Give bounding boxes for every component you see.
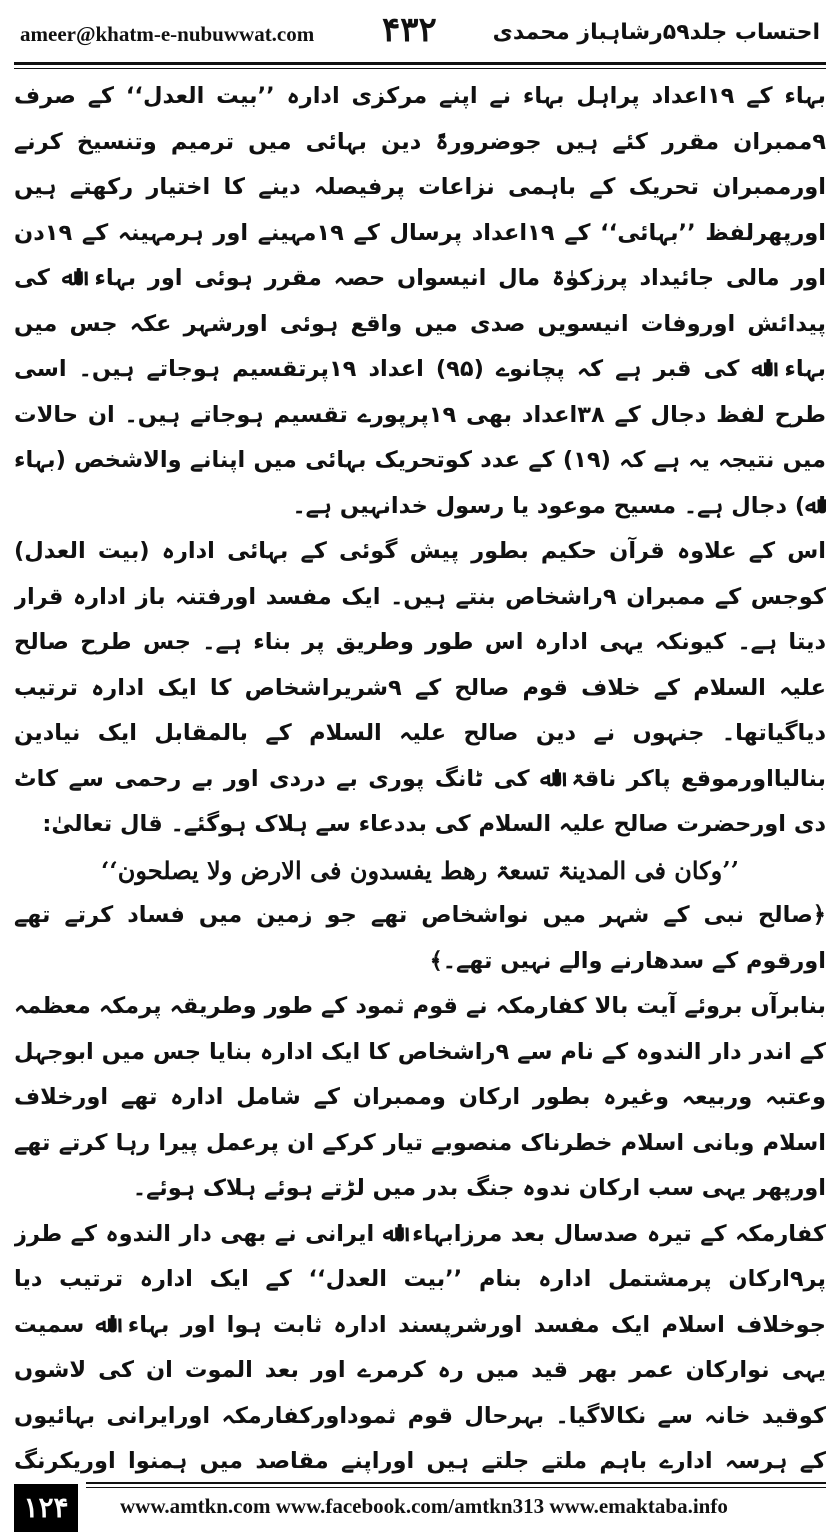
footer-folio-number: ۱۲۴ [14, 1484, 78, 1532]
header-email: ameer@khatm-e-nubuwwat.com [20, 22, 315, 46]
header-page-number: ۴۳۲ [382, 10, 437, 50]
body-text [14, 74, 826, 1474]
paragraph-2: اس کے علاوہ قرآن حکیم بطور پیش گوئی کے بہائی ادارہ (بیت العدل) کوجس کے ممبران ۹راشخاص بنتے ہیں۔ ایک مفسد اورفتنہ باز ادارہ قرار دیتا ہے۔ کیونکہ یہی ادارہ اس طور وطریق پر بناء ہے۔ جس طرح صالح علیہ السلام کے خلاف قوم صالح کے ۹شریراشخاص کا ایک ادارہ ترتیب دیاگیاتھا۔ جنہوں نے دین صالح علیہ السلام کے بالمقابل ایک نیادین بنالیااورموقع پاکر ناقۃ اﷲ کی ٹانگ پوری بے دردی اور بے رحمی سے کاٹ دی اورحضرت صالح علیہ السلام کی بددعاء سے ہلاک ہوگئے۔ قال تعالیٰ: [14, 538, 826, 837]
paragraph-4: کفارمکہ کے تیرہ صدسال بعد مرزابہاء اﷲ ایرانی نے بھی دار الندوہ کے طرز پر۹ارکان پرمشتمل ادارہ بنام ’’بیت العدل‘‘ کے ایک ادارہ ترتیب دیا جوخلاف اسلام ایک مفسد اورشرپسند ادارہ ثابت ہوا اور بہاء اﷲ سمیت یہی نوارکان عمر بھر قید میں رہ کرمرے اور بعد الموت ان کی لاشوں کوقید خانہ سے نکالاگیا۔ بہرحال قوم ثموداورکفارمکہ اورایرانی بہائیوں کے ہرسہ ادارے باہم ملتے جلتے ہیں اوراپنے مقاصد میں ہمنوا اوریکرنگ [14, 1220, 826, 1474]
header-divider-thin [14, 68, 826, 69]
quranic-verse: ’’وکان فی المدینۃ تسعۃ رھط یفسدون فی الارض ولا یصلحون‘‘ [101, 855, 739, 885]
header-book-title: احتساب جلد۵۹رشاہباز محمدی [492, 20, 820, 45]
footer-website-links: www.amtkn.com www.facebook.com/amtkn313 www.emaktaba.info [120, 1494, 728, 1518]
footer-divider [86, 1482, 826, 1484]
page-footer [0, 1482, 840, 1540]
paragraph-3: بنابرآں بروئے آیت بالا کفارمکہ نے قوم ثمود کے طور وطریقہ پرمکہ معظمہ کے اندر دار الندوہ کے نام سے ۹راشخاص کا ایک ادارہ بنایا جس میں ابوجہل وعتبہ وربیعہ وغیرہ بطور ارکان وممبران کے شامل ادارہ تھے اورخلاف اسلام وبانی اسلام خطرناک منصوبے تیار کرکے ان پرعمل پیرا رہا کرتے تھے اورپھر یہی سب ارکان ندوہ جنگ بدر میں لڑتے ہوئے ہلاک ہوئے۔ [14, 993, 826, 1201]
footer-divider-thin [86, 1487, 826, 1488]
page-header [14, 8, 826, 60]
verse-translation: ﴿صالح نبی کے شہر میں نواشخاص تھے جو زمین میں فساد کرتے تھے اورقوم کے سدھارنے والے نہیں تھے۔﴾ [14, 902, 826, 974]
paragraph-1: بہاء کے ۱۹اعداد پراہل بہاء نے اپنے مرکزی ادارہ ’’بیت العدل‘‘ کے صرف ۹ممبران مقرر کئے ہیں جوضرورۃً دین بہائی میں ترمیم وتنسیخ کرنے اورممبران تحریک کے باہمی نزاعات پرفیصلہ دینے کا اختیار رکھتے ہیں اورپھرلفظ ’’بہائی‘‘ کے ۱۹اعداد پرسال کے ۱۹مہینے اور ہرمہینہ کے ۱۹دن اور مالی جائیداد پرزکوٰۃ مال انیسواں حصہ مقرر ہوئی اور بہاء اﷲ کی پیدائش اوروفات انیسویں صدی میں واقع ہوئی اورشہر عکہ جس میں بہاء اﷲ کی قبر ہے کہ پچانوے (۹۵) اعداد ۱۹پرتقسیم ہوجاتے ہیں۔ اسی طرح لفظ دجال کے ۳۸اعداد بھی ۱۹پرپورے تقسیم ہوجاتے ہیں۔ ان حالات میں نتیجہ یہ ہے کہ (۱۹) کے عدد کوتحریک بہائی میں اپنانے والاشخص (بہاء اﷲ) دجال ہے۔ مسیح موعود یا رسول خدانہیں ہے۔ [14, 83, 826, 519]
header-divider [14, 62, 826, 65]
